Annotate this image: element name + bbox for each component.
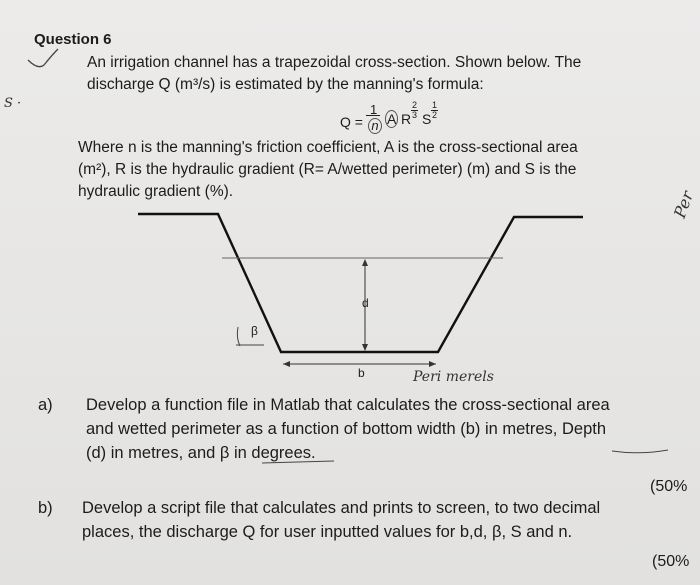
formula-R-exp-num: 2 [412, 100, 418, 110]
beta-angle-label: β [251, 324, 258, 338]
part-b-marks: (50% [652, 553, 690, 570]
bottom-width-label: b [358, 366, 365, 380]
part-a-line-1: Develop a function file in Matlab that calculates the cross-sectional area [86, 396, 610, 414]
part-a-marks: (50% [650, 478, 688, 495]
formula-A: A [387, 111, 397, 127]
part-a-line-2: and wetted perimeter as a function of bottom width (b) in metres, Depth [86, 420, 607, 438]
formula-n: n [368, 118, 382, 134]
part-b-text [82, 496, 600, 544]
depth-label: d [362, 296, 369, 310]
part-b-line-1: Develop a script file that calculates and prints to screen, to two decimal [82, 499, 601, 517]
part-b-line-2: places, the discharge Q for user inputted values for b,d, β, S and n. [82, 523, 573, 541]
formula-lhs: Q = [340, 114, 363, 130]
bottom-width-arrow-left [283, 361, 290, 367]
channel-outline [138, 214, 583, 352]
formula-S: S [422, 111, 432, 127]
formula-R: R [401, 111, 412, 127]
question-title: Question 6 [34, 31, 112, 48]
formula-numerator: 1 [370, 102, 378, 117]
part-a-letter: a) [38, 396, 53, 414]
part-a-line-3: (d) in metres, and β in degrees. [86, 444, 316, 462]
definitions-line-3: hydraulic gradient (%). [78, 183, 234, 200]
part-b-letter: b) [38, 499, 53, 517]
depth-arrow-bottom [362, 344, 368, 351]
definitions-line-2: (m²), R is the hydraulic gradient (R= A/wetted perimeter) (m) and S is the [78, 161, 577, 178]
handwritten-check-mark [28, 49, 58, 67]
definitions-line-1: Where n is the manning's friction coefficient, A is the cross-sectional area [78, 139, 578, 156]
intro-line-2: discharge Q (m³/s) is estimated by the manning's formula: [87, 76, 484, 93]
handwritten-underline-depth [612, 450, 668, 453]
intro-line-1: An irrigation channel has a trapezoidal cross-section. Shown below. The [87, 54, 582, 71]
handwritten-left-note: S · [4, 96, 22, 111]
handwritten-perimeter-note: Peri merels [413, 369, 494, 385]
beta-angle-arc [237, 327, 240, 346]
handwritten-margin-note: Per [670, 188, 698, 221]
part-a-text [86, 393, 610, 465]
formula-R-exp-den: 3 [412, 110, 418, 120]
bottom-width-arrow-right [429, 361, 436, 367]
depth-arrow-top [362, 259, 368, 266]
formula-S-exp-den: 2 [432, 110, 438, 120]
formula-S-exp-num: 1 [432, 100, 438, 110]
